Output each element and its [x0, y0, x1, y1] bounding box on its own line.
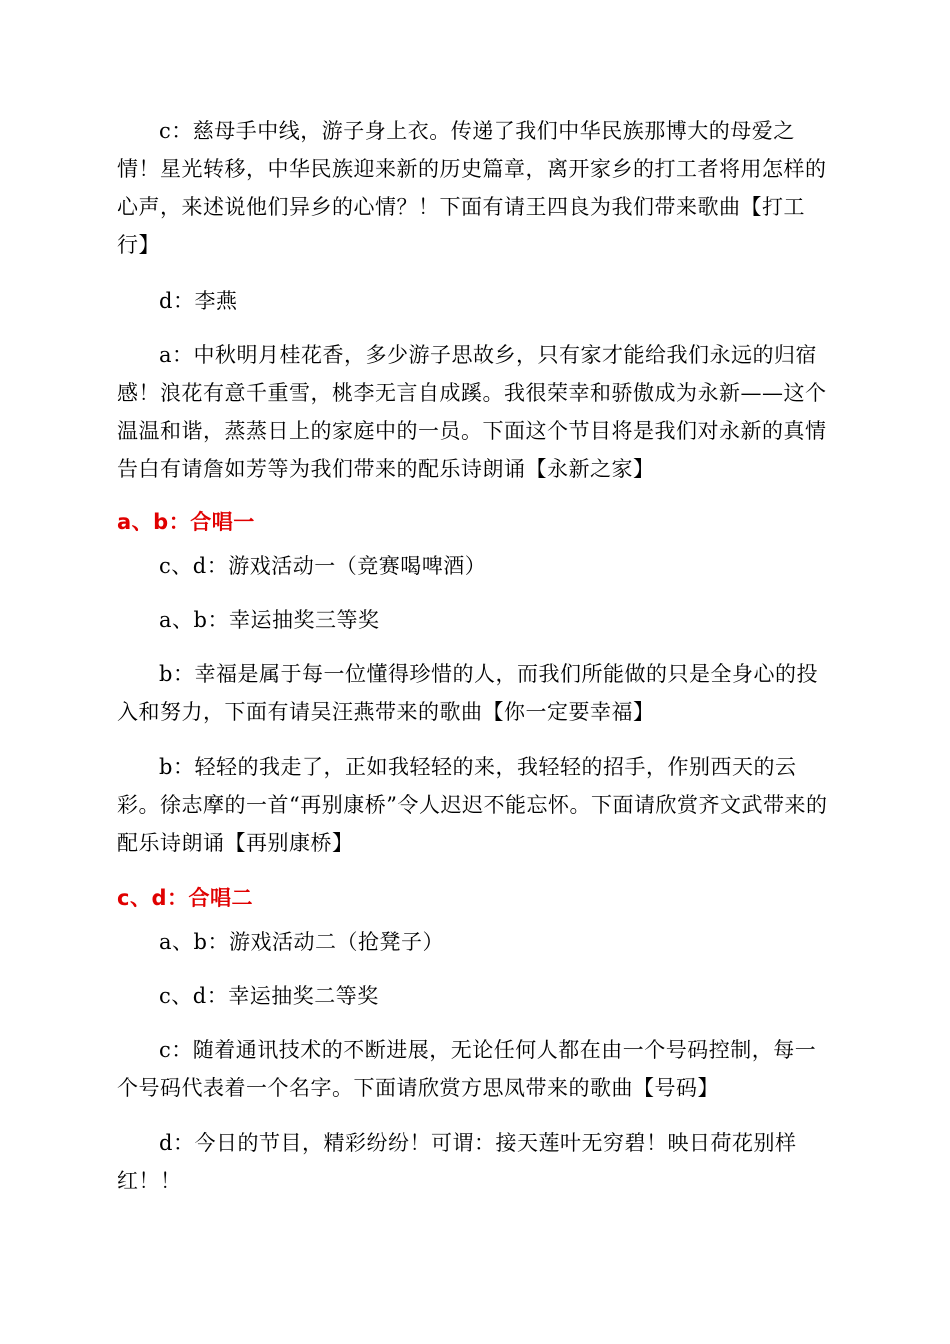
paragraph-game-two: a、b：游戏活动二（抢凳子）	[159, 930, 444, 954]
section-heading-chorus-two: c、d：合唱二	[117, 886, 253, 910]
paragraph-lottery-third: a、b：幸运抽奖三等奖	[159, 608, 380, 632]
section-heading-chorus-one: a、b：合唱一	[117, 510, 255, 534]
paragraph-c-intro: c：慈母手中线，游子身上衣。传递了我们中华民族那博大的母爱之情！星光转移，中华民族迎来新的历史篇章，离开家乡的打工者将用怎样的心声，来述说他们异乡的心情？！下面有请王四良为我们带来歌曲【打工行】	[117, 119, 827, 257]
paragraph-d-name: d：李燕	[159, 289, 238, 313]
paragraph-b-poem: b：轻轻的我走了，正如我轻轻的来，我轻轻的招手，作别西天的云彩。徐志摩的一首“再别康桥”令人迟迟不能忘怀。下面请欣赏齐文武带来的配乐诗朗诵【再别康桥】	[117, 755, 828, 855]
paragraph-c-number: c：随着通讯技术的不断进展，无论任何人都在由一个号码控制，每一个号码代表着一个名字。下面请欣赏方思凤带来的歌曲【号码】	[117, 1038, 817, 1100]
paragraph-d-closing: d：今日的节目，精彩纷纷！可谓：接天莲叶无穷碧！映日荷花别样红！！	[117, 1131, 797, 1193]
paragraph-lottery-second: c、d：幸运抽奖二等奖	[159, 984, 379, 1008]
paragraph-a-intro: a：中秋明月桂花香，多少游子思故乡，只有家才能给我们永远的归宿感！浪花有意千重雪，桃李无言自成蹊。我很荣幸和骄傲成为永新——这个温温和谐，蒸蒸日上的家庭中的一员。下面这个节目将是我们对永新的真情告白有请詹如芳等为我们带来的配乐诗朗诵【永新之家】	[117, 343, 827, 481]
paragraph-game-one: c、d：游戏活动一（竞赛喝啤酒）	[159, 554, 487, 578]
paragraph-b-happiness: b：幸福是属于每一位懂得珍惜的人，而我们所能做的只是全身心的投入和努力，下面有请吴汪燕带来的歌曲【你一定要幸福】	[117, 662, 818, 724]
